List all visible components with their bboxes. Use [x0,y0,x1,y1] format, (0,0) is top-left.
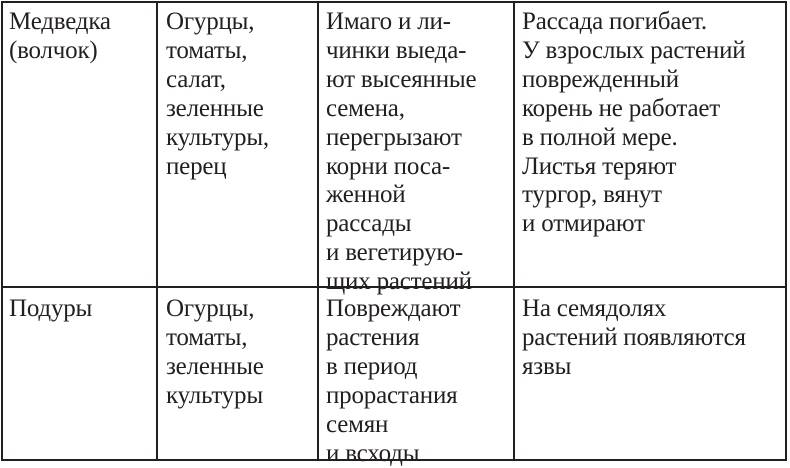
cell-line: Имаго и ли- [326,8,451,35]
cell-line: рассады [326,210,412,238]
table-cell-pest [9,8,111,66]
cell-line: культуры, [166,123,269,151]
cell-line: Листья теряют [522,152,677,180]
table-cell-crops [166,295,264,411]
table-cell-damage [326,8,476,297]
cell-line: перец [166,152,227,180]
table-cell-pest [9,295,92,324]
cell-line: язвы [522,352,572,380]
cell-line: поврежденный [522,65,679,93]
cell-line: зеленные [166,352,264,380]
table-cell-crops [166,8,269,181]
cell-line: зеленные [166,94,264,122]
cell-line: женной [326,181,406,209]
cell-line: семян [326,410,389,438]
cell-line: перегрызают [326,123,462,151]
cell-line: семена, [326,94,405,122]
cell-line: прорастания [326,381,458,409]
pest-table [1,1,787,467]
cell-line: корень не работает [522,94,720,122]
cell-line: растения [326,323,420,351]
cell-line: томаты, [166,36,248,64]
cell-line: У взрослых растений [522,36,746,64]
cell-line: в полной мере. [522,123,678,151]
table-cell-symptoms [522,8,745,239]
cell-line: в период [326,352,418,380]
cell-line: салат, [166,65,226,93]
cell-line: щих растений [326,268,472,296]
cell-line: Огурцы, [166,8,255,35]
cell-line: (волчок) [9,36,98,64]
column-divider [513,3,515,459]
cell-line: и вегетирую- [326,239,463,267]
cell-line: ют высеянные [326,65,477,93]
cell-line: корни поса- [326,152,451,180]
cell-line: чинки выеда- [326,36,467,64]
cell-line: Подуры [9,295,93,322]
cell-line: Рассада погибает. [522,8,707,35]
column-divider [156,3,158,459]
cell-line: и отмирают [522,210,645,238]
cell-line: и всходы [326,439,420,467]
cell-line: культуры [166,381,263,409]
cell-line: тургор, вянут [522,181,662,209]
table-cell-damage [326,295,460,468]
cell-line: растений появляются [522,323,746,351]
cell-line: Медведка [9,8,111,35]
column-divider [317,3,319,459]
cell-line: томаты, [166,323,248,351]
cell-line: Повреждают [326,295,461,322]
cell-line: Огурцы, [166,295,255,322]
table-cell-symptoms [522,295,746,382]
cell-line: На семядолях [522,295,667,322]
